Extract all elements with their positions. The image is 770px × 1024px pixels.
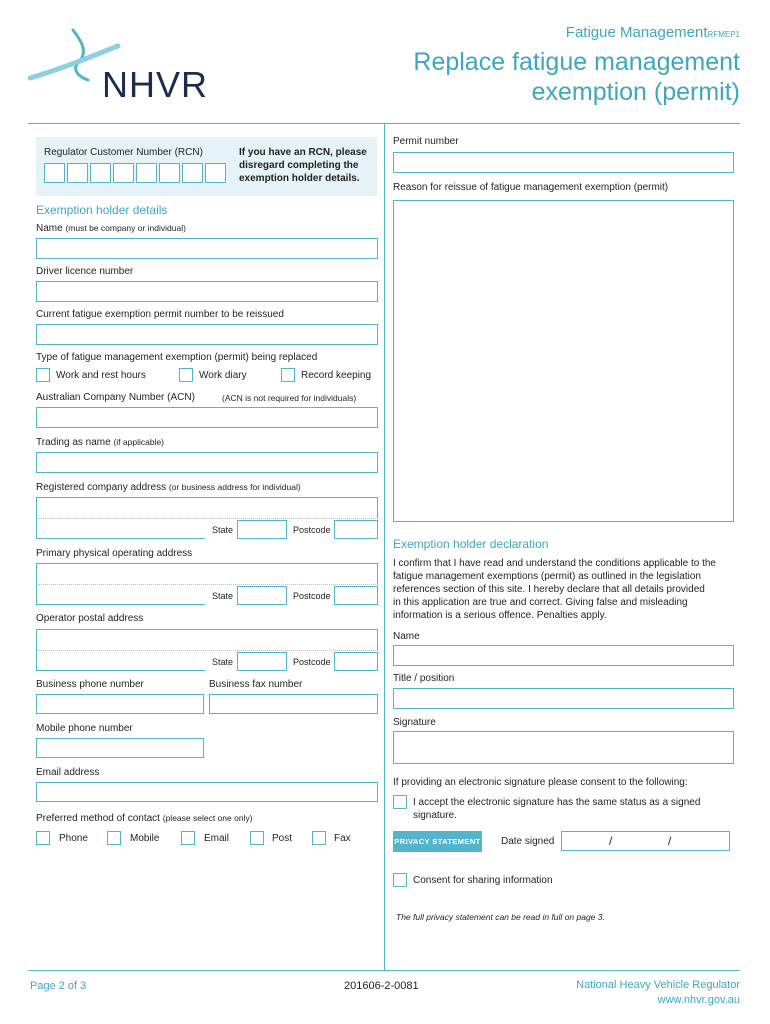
- contact-fax-checkbox[interactable]: [312, 831, 326, 845]
- footer-divider: [28, 970, 740, 971]
- primary-state-label: State: [212, 591, 234, 601]
- work-diary-checkbox[interactable]: [179, 368, 193, 382]
- esig-intro: If providing an electronic signature please consent to the following:: [393, 777, 688, 788]
- rcn-digit-2[interactable]: [67, 163, 88, 183]
- postal-postcode-input[interactable]: [334, 652, 378, 671]
- series-label: Fatigue Management: [565, 24, 708, 41]
- acn-hint: (ACN is not required for individuals): [222, 393, 357, 403]
- rcn-note-1: If you have an RCN, please: [239, 147, 367, 158]
- postal-address-label: Operator postal address: [36, 613, 144, 624]
- esig-consent-checkbox[interactable]: [393, 795, 407, 809]
- declaration-line-5: information is a serious offence. Penalties apply.: [393, 610, 607, 621]
- acn-input[interactable]: [36, 407, 378, 428]
- holder-name-input[interactable]: [36, 238, 378, 259]
- rcn-label: Regulator Customer Number (RCN): [44, 147, 203, 158]
- permit-number-input[interactable]: [393, 152, 734, 173]
- contact-phone-label: Phone: [59, 833, 88, 844]
- contact-post-label: Post: [272, 833, 293, 844]
- contact-post-checkbox[interactable]: [250, 831, 264, 845]
- declaration-line-2: fatigue management exemptions (permit) as outlined in the legislation: [393, 571, 701, 582]
- work-rest-label: Work and rest hours: [56, 370, 146, 381]
- name-label: [36, 223, 186, 234]
- postal-state-input[interactable]: [237, 652, 287, 671]
- business-phone-label: Business phone number: [36, 679, 144, 690]
- email-label: Email address: [36, 767, 100, 778]
- licence-input[interactable]: [36, 281, 378, 302]
- esig-line-1: I accept the electronic signature has the same status as a signed: [413, 797, 701, 808]
- record-keeping-label: Record keeping: [301, 370, 372, 381]
- business-fax-input[interactable]: [209, 694, 378, 714]
- licence-label: Driver licence number: [36, 266, 134, 277]
- contact-label-text: Preferred method of contact: [36, 813, 160, 824]
- signature-field[interactable]: [393, 731, 734, 764]
- page-title-line1: Replace fatigue management: [413, 48, 740, 76]
- acn-label: Australian Company Number (ACN): [36, 392, 195, 403]
- footer-org: National Heavy Vehicle Regulator: [576, 979, 740, 991]
- title-position-label: Title / position: [393, 673, 455, 684]
- postal-state-label: State: [212, 657, 234, 667]
- nhvr-logo: [28, 28, 218, 103]
- primary-address-label: Primary physical operating address: [36, 548, 193, 559]
- record-keeping-checkbox[interactable]: [281, 368, 295, 382]
- column-divider: [384, 123, 385, 970]
- permit-reissue-input[interactable]: [36, 324, 378, 345]
- consent-sharing-checkbox[interactable]: [393, 873, 407, 887]
- header-series: [566, 24, 740, 41]
- business-phone-input[interactable]: [36, 694, 204, 714]
- permit-number-label: Permit number: [393, 136, 459, 147]
- date-separator-2: /: [668, 834, 672, 848]
- registered-label: [36, 482, 301, 493]
- rcn-digit-6[interactable]: [159, 163, 180, 183]
- permit-reissue-label: Current fatigue exemption permit number to be reissued: [36, 309, 284, 320]
- rcn-note-3: exemption holder details.: [239, 173, 360, 184]
- contact-email-checkbox[interactable]: [181, 831, 195, 845]
- contact-email-label: Email: [204, 833, 230, 844]
- registered-state-label: State: [212, 525, 234, 535]
- signature-label: Signature: [393, 717, 436, 728]
- postal-postcode-label: Postcode: [293, 657, 331, 667]
- declarant-name-input[interactable]: [393, 645, 734, 666]
- date-signed-label: Date signed: [501, 836, 555, 847]
- date-signed-input[interactable]: [561, 831, 730, 851]
- mobile-input[interactable]: [36, 738, 204, 758]
- contact-label: [36, 813, 253, 824]
- work-rest-checkbox[interactable]: [36, 368, 50, 382]
- reason-textarea[interactable]: [393, 200, 734, 522]
- rcn-digit-3[interactable]: [90, 163, 111, 183]
- declaration-line-4: in this application are true and correct. Giving false and misleading: [393, 597, 688, 608]
- registered-state-input[interactable]: [237, 520, 287, 539]
- footer-url[interactable]: www.nhvr.gov.au: [657, 994, 740, 1006]
- declaration-line-3: references section of this site. I hereby declare that all details provided: [393, 584, 705, 595]
- declarant-name-label: Name: [393, 631, 420, 642]
- rcn-digit-5[interactable]: [136, 163, 157, 183]
- rcn-digit-7[interactable]: [182, 163, 203, 183]
- page-title-line2: exemption (permit): [531, 78, 740, 106]
- type-label: Type of fatigue management exemption (permit) being replaced: [36, 352, 318, 363]
- trading-label-text: Trading as name: [36, 437, 111, 448]
- form-number: 201606-2-0081: [344, 980, 419, 992]
- trading-input[interactable]: [36, 452, 378, 473]
- work-diary-label: Work diary: [199, 370, 247, 381]
- esig-line-2: signature.: [413, 810, 457, 821]
- rcn-digit-8[interactable]: [205, 163, 226, 183]
- contact-hint: (please select one only): [162, 813, 253, 823]
- registered-label-text: Registered company address: [36, 482, 167, 493]
- form-code: RFMEP1: [707, 30, 740, 39]
- contact-fax-label: Fax: [334, 833, 351, 844]
- registered-postcode-input[interactable]: [334, 520, 378, 539]
- email-input[interactable]: [36, 782, 378, 802]
- reason-label: Reason for reissue of fatigue management exemption (permit): [393, 182, 669, 193]
- privacy-note: The full privacy statement can be read in full on page 3.: [396, 912, 605, 922]
- title-position-input[interactable]: [393, 688, 734, 709]
- contact-mobile-checkbox[interactable]: [107, 831, 121, 845]
- trading-hint: (if applicable): [113, 437, 165, 447]
- primary-state-input[interactable]: [237, 586, 287, 605]
- rcn-digit-4[interactable]: [113, 163, 134, 183]
- primary-postcode-label: Postcode: [293, 591, 331, 601]
- trading-label: [36, 437, 164, 448]
- primary-postcode-input[interactable]: [334, 586, 378, 605]
- logo-text: NHVR: [102, 64, 209, 105]
- contact-mobile-label: Mobile: [130, 833, 160, 844]
- rcn-note-2: disregard completing the: [239, 160, 359, 171]
- declaration-line-1: I confirm that I have read and understand the conditions applicable to the: [393, 558, 716, 569]
- registered-postcode-label: Postcode: [293, 525, 331, 535]
- business-fax-label: Business fax number: [209, 679, 303, 690]
- consent-sharing-label: Consent for sharing information: [413, 875, 553, 886]
- registered-hint: (or business address for individual): [168, 482, 301, 492]
- contact-phone-checkbox[interactable]: [36, 831, 50, 845]
- privacy-statement-button[interactable]: PRIVACY STATEMENT: [393, 831, 482, 852]
- date-separator-1: /: [609, 834, 613, 848]
- exemption-holder-heading: Exemption holder details: [36, 203, 168, 217]
- page-number: Page 2 of 3: [30, 980, 87, 992]
- rcn-digit-1[interactable]: [44, 163, 65, 183]
- name-hint: (must be company or individual): [65, 223, 186, 233]
- declaration-heading: Exemption holder declaration: [393, 537, 549, 551]
- mobile-label: Mobile phone number: [36, 723, 133, 734]
- name-label-text: Name: [36, 223, 63, 234]
